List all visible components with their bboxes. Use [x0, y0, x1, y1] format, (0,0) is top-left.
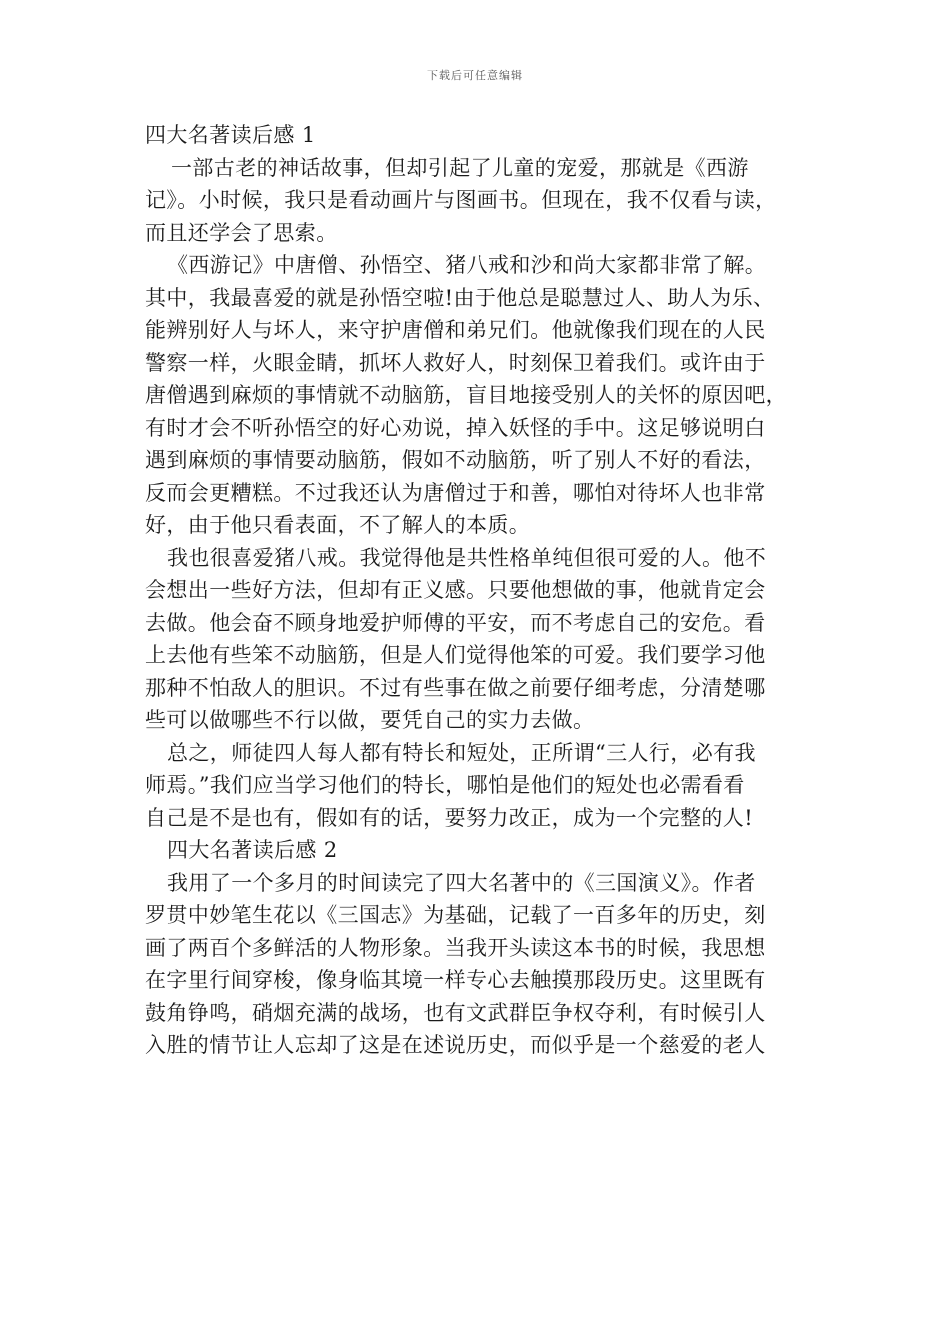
text-line: 警察一样，火眼金睛，抓坏人救好人，时刻保卫着我们。或许由于	[145, 350, 766, 375]
text-line: 有时才会不听孙悟空的好心劝说，掉入妖怪的手中。这足够说明白	[145, 415, 766, 440]
text-line: 能辨别好人与坏人，来守护唐僧和弟兄们。他就像我们现在的人民	[145, 318, 766, 342]
text-line: 些可以做哪些不行以做，要凭自己的实力去做。	[145, 708, 595, 732]
text-line: 遇到麻烦的事情要动脑筋，假如不动脑筋，听了别人不好的看法，	[145, 448, 766, 472]
text-line: 那种不怕敌人的胆识。不过有些事在做之前要仔细考虑，分清楚哪	[145, 675, 766, 700]
text-line: 总之，师徒四人每人都有特长和短处，正所谓“三人行，必有我	[167, 740, 756, 765]
text-line: 《西游记》中唐僧、孙悟空、猪八戒和沙和尚大家都非常了解。	[167, 253, 767, 277]
text-line: 我用了一个多月的时间读完了四大名著中的《三国演义》。作者	[167, 870, 756, 895]
text-line: 一部古老的神话故事，但却引起了儿童的宠爱，那就是《西游	[171, 155, 749, 180]
text-line: 罗贯中妙笔生花以《三国志》为基础，记载了一百多年的历史，刻	[145, 903, 766, 927]
text-line: 自己是不是也有，假如有的话，要努力改正，成为一个完整的人!	[145, 805, 754, 830]
text-line: 上去他有些笨不动脑筋，但是人们觉得他笨的可爱。我们要学习他	[145, 643, 766, 667]
text-line: 师焉。”我们应当学习他们的特长，哪怕是他们的短处也必需看看	[145, 773, 745, 797]
page-header: 下载后可任意编辑	[427, 69, 523, 82]
text-line: 四大名著读后感 2	[167, 838, 338, 862]
text-line: 去做。他会奋不顾身地爱护师傅的平安，而不考虑自己的安危。看	[145, 610, 766, 635]
text-line: 好，由于他只看表面，不了解人的本质。	[145, 513, 531, 537]
text-line: 反而会更糟糕。不过我还认为唐僧过于和善，哪怕对待坏人也非常	[145, 480, 766, 505]
text-line: 会想出一些好方法，但却有正义感。只要他想做的事，他就肯定会	[145, 578, 766, 602]
text-line: 四大名著读后感 1	[145, 123, 316, 147]
text-line: 我也很喜爱猪八戒。我觉得他是共性格单纯但很可爱的人。他不	[167, 545, 767, 570]
text-line: 唐僧遇到麻烦的事情就不动脑筋，盲目地接受别人的关怀的原因吧，	[145, 383, 787, 407]
text-line: 鼓角铮鸣，硝烟充满的战场，也有文武群臣争权夺利，有时候引人	[145, 1000, 766, 1025]
text-line: 而且还学会了思索。	[145, 220, 338, 245]
text-line: 画了两百个多鲜活的人物形象。当我开头读这本书的时候，我思想	[145, 935, 766, 960]
text-line: 其中，我最喜爱的就是孙悟空啦!由于他总是聪慧过人、助人为乐、	[145, 285, 775, 310]
document-body	[145, 119, 810, 1062]
text-line: 记》。小时候，我只是看动画片与图画书。但现在，我不仅看与读，	[145, 188, 777, 212]
text-line: 在字里行间穿梭，像身临其境一样专心去触摸那段历史。这里既有	[145, 968, 766, 992]
text-line: 入胜的情节让人忘却了这是在述说历史，而似乎是一个慈爱的老人	[145, 1033, 766, 1057]
